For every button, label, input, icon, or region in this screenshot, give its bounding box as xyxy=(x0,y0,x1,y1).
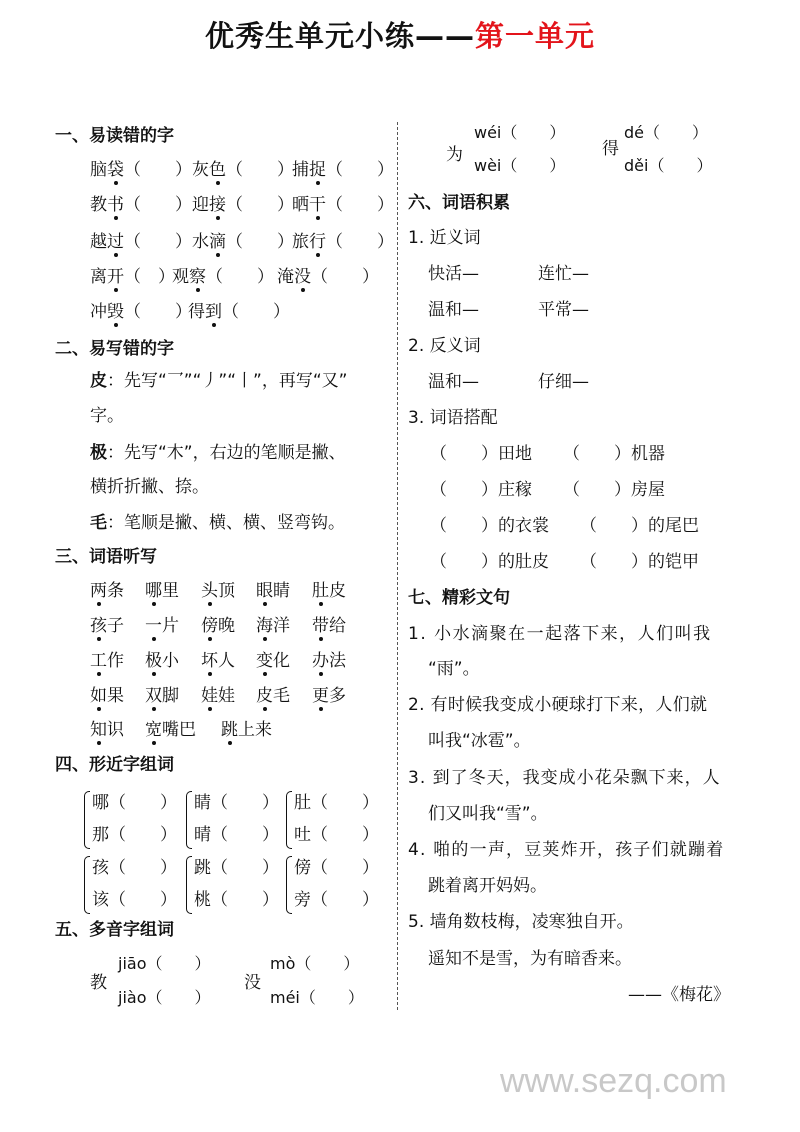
answer-blank: （ ） xyxy=(222,302,290,322)
colloc-5: （ ）的衣裳 xyxy=(430,516,549,536)
dotted-char: 开 xyxy=(107,262,124,287)
answer-blank: （ ） xyxy=(124,302,192,322)
polyphonic-char: 教 xyxy=(90,973,107,993)
answer-blank: （ ） xyxy=(311,267,379,287)
s2-line1-cont: 字。 xyxy=(90,406,124,426)
s1-heading: 一、易读错的字 xyxy=(55,126,174,146)
misread-word xyxy=(90,155,192,180)
polyphonic-char: 为 xyxy=(446,145,463,165)
dictation-word xyxy=(256,646,290,671)
dotted-char: 眼 xyxy=(256,576,273,601)
word-char: 给 xyxy=(329,616,346,636)
similar-char-item: 旁（ ） xyxy=(294,890,379,910)
dotted-char: 察 xyxy=(189,262,206,287)
dotted-char: 头 xyxy=(201,576,218,601)
dictation-word xyxy=(201,576,235,601)
s6-sub2: 2. 反义词 xyxy=(408,336,481,356)
word-char: 教 xyxy=(90,195,107,215)
s2-line2-cont: 横折折撇、捺。 xyxy=(90,477,209,497)
word-char: 脑 xyxy=(90,160,107,180)
dictation-word xyxy=(90,646,124,671)
misread-word xyxy=(90,227,192,252)
word-char: 晒 xyxy=(292,195,309,215)
s7-line-9: 5. 墙角数枝梅，凌寒独自开。 xyxy=(408,912,634,932)
word-char: 捕 xyxy=(292,160,309,180)
dictation-word xyxy=(145,681,179,706)
misread-word xyxy=(192,190,294,215)
s2-heading: 二、易写错的字 xyxy=(55,339,174,359)
dictation-word xyxy=(90,715,124,740)
dotted-char: 如 xyxy=(90,681,107,706)
similar-char-item: 肚（ ） xyxy=(294,793,379,813)
colloc-6: （ ）的尾巴 xyxy=(580,516,699,536)
s7-line-3: 2. 有时候我变成小硬球打下来，人们就 xyxy=(408,695,708,715)
answer-blank: （ ） xyxy=(124,160,192,180)
page-title: 优秀生单元小练——第一单元 xyxy=(204,19,596,53)
dictation-word xyxy=(312,611,346,636)
word-char: 上来 xyxy=(238,720,272,740)
dotted-char: 过 xyxy=(107,227,124,252)
word-char: 毛 xyxy=(273,686,290,706)
dotted-char: 办 xyxy=(312,646,329,671)
misread-word xyxy=(90,297,192,322)
word-char: 淹 xyxy=(277,267,294,287)
dictation-word xyxy=(312,681,346,706)
dotted-char: 双 xyxy=(145,681,162,706)
pinyin-option: mò（ ） xyxy=(270,954,360,973)
s6-sub3: 3. 词语搭配 xyxy=(408,408,498,428)
dotted-char: 工 xyxy=(90,646,107,671)
word-char: 灰 xyxy=(192,160,209,180)
similar-char-item: 该（ ） xyxy=(92,890,177,910)
pinyin-option: méi（ ） xyxy=(270,988,364,1007)
s2-line1: 皮：先写“乛”“丿”“丨”，再写“又” xyxy=(90,371,348,391)
dotted-char: 接 xyxy=(209,190,226,215)
answer-blank: （ ） xyxy=(124,232,192,252)
s6-heading: 六、词语积累 xyxy=(408,193,510,213)
answer-blank: （ ） xyxy=(326,195,394,215)
dictation-word xyxy=(221,715,272,740)
word-char: 晚 xyxy=(218,616,235,636)
watermark: www.sezq.com xyxy=(500,1062,727,1100)
dictation-word xyxy=(256,681,290,706)
word-char: 迎 xyxy=(192,195,209,215)
dotted-char: 哪 xyxy=(145,576,162,601)
similar-char-item: 睛（ ） xyxy=(194,793,279,813)
s7-line-8: 跳着离开妈妈。 xyxy=(428,876,547,896)
answer-blank: （ ） xyxy=(226,195,294,215)
word-char: 旅 xyxy=(292,232,309,252)
word-char: 果 xyxy=(107,686,124,706)
dotted-char: 变 xyxy=(256,646,273,671)
misread-word xyxy=(90,190,192,215)
pinyin-option: jiāo（ ） xyxy=(118,954,211,973)
brace-bracket xyxy=(186,791,192,849)
word-char: 离 xyxy=(90,267,107,287)
syn-1: 快活— xyxy=(428,264,479,284)
dictation-word xyxy=(201,611,235,636)
colloc-3: （ ）庄稼 xyxy=(430,480,532,500)
dotted-char: 带 xyxy=(312,611,329,636)
s2-line2: 极：先写“木”，右边的笔顺是撇、 xyxy=(90,443,346,463)
answer-blank: （ ） xyxy=(206,267,274,287)
dotted-char: 傍 xyxy=(201,611,218,636)
syn-2: 连忙— xyxy=(538,264,589,284)
misread-word xyxy=(292,190,394,215)
dotted-char: 没 xyxy=(294,262,311,287)
s7-line-7: 4. 啪的一声，豆荚炸开，孩子们就蹦着 xyxy=(408,840,725,860)
dictation-word xyxy=(312,646,346,671)
dotted-char: 孩 xyxy=(90,611,107,636)
misread-word xyxy=(90,262,175,287)
dotted-char: 到 xyxy=(205,297,222,322)
dotted-char: 书 xyxy=(107,190,124,215)
brace-bracket xyxy=(84,856,90,914)
syn-3: 温和— xyxy=(428,300,479,320)
similar-char-item: 跳（ ） xyxy=(194,858,279,878)
dotted-char: 肚 xyxy=(312,576,329,601)
poem-attribution: ——《梅花》 xyxy=(628,985,730,1005)
dictation-word xyxy=(201,681,235,706)
dotted-char: 极 xyxy=(145,646,162,671)
colloc-8: （ ）的铠甲 xyxy=(580,552,699,572)
dotted-char: 皮 xyxy=(256,681,273,706)
word-char: 人 xyxy=(218,651,235,671)
word-char: 条 xyxy=(107,581,124,601)
s7-heading: 七、精彩文句 xyxy=(408,588,510,608)
pinyin-option: dé（ ） xyxy=(624,123,709,142)
similar-char-item: 孩（ ） xyxy=(92,858,177,878)
misread-word xyxy=(292,227,394,252)
word-char: 小 xyxy=(162,651,179,671)
dotted-char: 色 xyxy=(209,155,226,180)
answer-blank: （ ） xyxy=(226,232,294,252)
dotted-char: 海 xyxy=(256,611,273,636)
dictation-word xyxy=(90,611,124,636)
dotted-char: 坏 xyxy=(201,646,218,671)
word-char: 识 xyxy=(107,720,124,740)
s7-line-10: 遥知不是雪，为有暗香来。 xyxy=(428,949,632,969)
dotted-char: 滴 xyxy=(209,227,226,252)
dictation-word xyxy=(312,576,346,601)
brace-bracket xyxy=(186,856,192,914)
dictation-word xyxy=(90,576,124,601)
word-char: 作 xyxy=(107,651,124,671)
s3-heading: 三、词语听写 xyxy=(55,547,157,567)
word-char: 片 xyxy=(162,616,179,636)
answer-blank: （ ） xyxy=(326,160,394,180)
dotted-char: 娃 xyxy=(201,681,218,706)
word-char: 脚 xyxy=(162,686,179,706)
dotted-char: 袋 xyxy=(107,155,124,180)
dotted-char: 宽 xyxy=(145,715,162,740)
ant-1: 温和— xyxy=(428,372,479,392)
dotted-char: 毁 xyxy=(107,297,124,322)
misread-word xyxy=(172,262,274,287)
word-char: 子 xyxy=(107,616,124,636)
misread-word xyxy=(277,262,379,287)
word-char: 里 xyxy=(162,581,179,601)
word-char: 洋 xyxy=(273,616,290,636)
word-char: 观 xyxy=(172,267,189,287)
brace-bracket xyxy=(286,856,292,914)
similar-char-item: 哪（ ） xyxy=(92,793,177,813)
polyphonic-char: 没 xyxy=(244,973,261,993)
column-divider xyxy=(397,122,398,1010)
dotted-char: 干 xyxy=(309,190,326,215)
misread-word xyxy=(188,297,290,322)
colloc-4: （ ）房屋 xyxy=(563,480,665,500)
s7-line-1: 1. 小水滴聚在一起落下来，人们叫我 xyxy=(408,624,712,644)
misread-word xyxy=(292,155,394,180)
s5-heading: 五、多音字组词 xyxy=(55,920,174,940)
answer-blank: （ ） xyxy=(124,267,175,287)
dotted-char: 两 xyxy=(90,576,107,601)
pinyin-option: děi（ ） xyxy=(624,156,713,175)
pinyin-option: wèi（ ） xyxy=(474,156,566,175)
dotted-char: 行 xyxy=(309,227,326,252)
brace-bracket xyxy=(84,791,90,849)
s4-heading: 四、形近字组词 xyxy=(55,755,174,775)
similar-char-item: 桃（ ） xyxy=(194,890,279,910)
similar-char-item: 那（ ） xyxy=(92,825,177,845)
word-char: 多 xyxy=(329,686,346,706)
s7-line-2: “雨”。 xyxy=(428,659,480,679)
word-char: 化 xyxy=(273,651,290,671)
dotted-char: 更 xyxy=(312,681,329,706)
misread-word xyxy=(192,155,294,180)
colloc-1: （ ）田地 xyxy=(430,444,532,464)
brace-bracket xyxy=(286,791,292,849)
similar-char-item: 吐（ ） xyxy=(294,825,379,845)
word-char: 娃 xyxy=(218,686,235,706)
misread-word xyxy=(192,227,294,252)
word-char: 顶 xyxy=(218,581,235,601)
dotted-char: 跳 xyxy=(221,715,238,740)
dictation-word xyxy=(145,611,179,636)
word-char: 法 xyxy=(329,651,346,671)
answer-blank: （ ） xyxy=(226,160,294,180)
word-char: 越 xyxy=(90,232,107,252)
word-char: 得 xyxy=(188,302,205,322)
answer-blank: （ ） xyxy=(124,195,192,215)
word-char: 睛 xyxy=(273,581,290,601)
word-char: 嘴巴 xyxy=(162,720,196,740)
answer-blank: （ ） xyxy=(326,232,394,252)
dictation-word xyxy=(201,646,235,671)
s7-line-5: 3. 到了冬天，我变成小花朵飘下来，人 xyxy=(408,768,721,788)
s2-line3: 毛：笔顺是撇、横、横、竖弯钩。 xyxy=(90,513,345,533)
dictation-word xyxy=(256,576,290,601)
similar-char-item: 晴（ ） xyxy=(194,825,279,845)
dictation-word xyxy=(145,646,179,671)
polyphonic-char: 得 xyxy=(602,139,619,159)
pinyin-option: jiào（ ） xyxy=(118,988,211,1007)
dictation-word xyxy=(90,681,124,706)
dictation-word xyxy=(145,576,179,601)
dotted-char: 捉 xyxy=(309,155,326,180)
colloc-7: （ ）的肚皮 xyxy=(430,552,549,572)
syn-4: 平常— xyxy=(538,300,589,320)
word-char: 皮 xyxy=(329,581,346,601)
dotted-char: 知 xyxy=(90,715,107,740)
colloc-2: （ ）机器 xyxy=(563,444,665,464)
s7-line-6: 们又叫我“雪”。 xyxy=(428,804,548,824)
s7-line-4: 叫我“冰雹”。 xyxy=(428,731,531,751)
similar-char-item: 傍（ ） xyxy=(294,858,379,878)
dotted-char: 一 xyxy=(145,611,162,636)
pinyin-option: wéi（ ） xyxy=(474,123,566,142)
dictation-word xyxy=(256,611,290,636)
word-char: 水 xyxy=(192,232,209,252)
ant-2: 仔细— xyxy=(538,372,589,392)
s6-sub1: 1. 近义词 xyxy=(408,228,481,248)
dictation-word xyxy=(145,715,196,740)
word-char: 冲 xyxy=(90,302,107,322)
